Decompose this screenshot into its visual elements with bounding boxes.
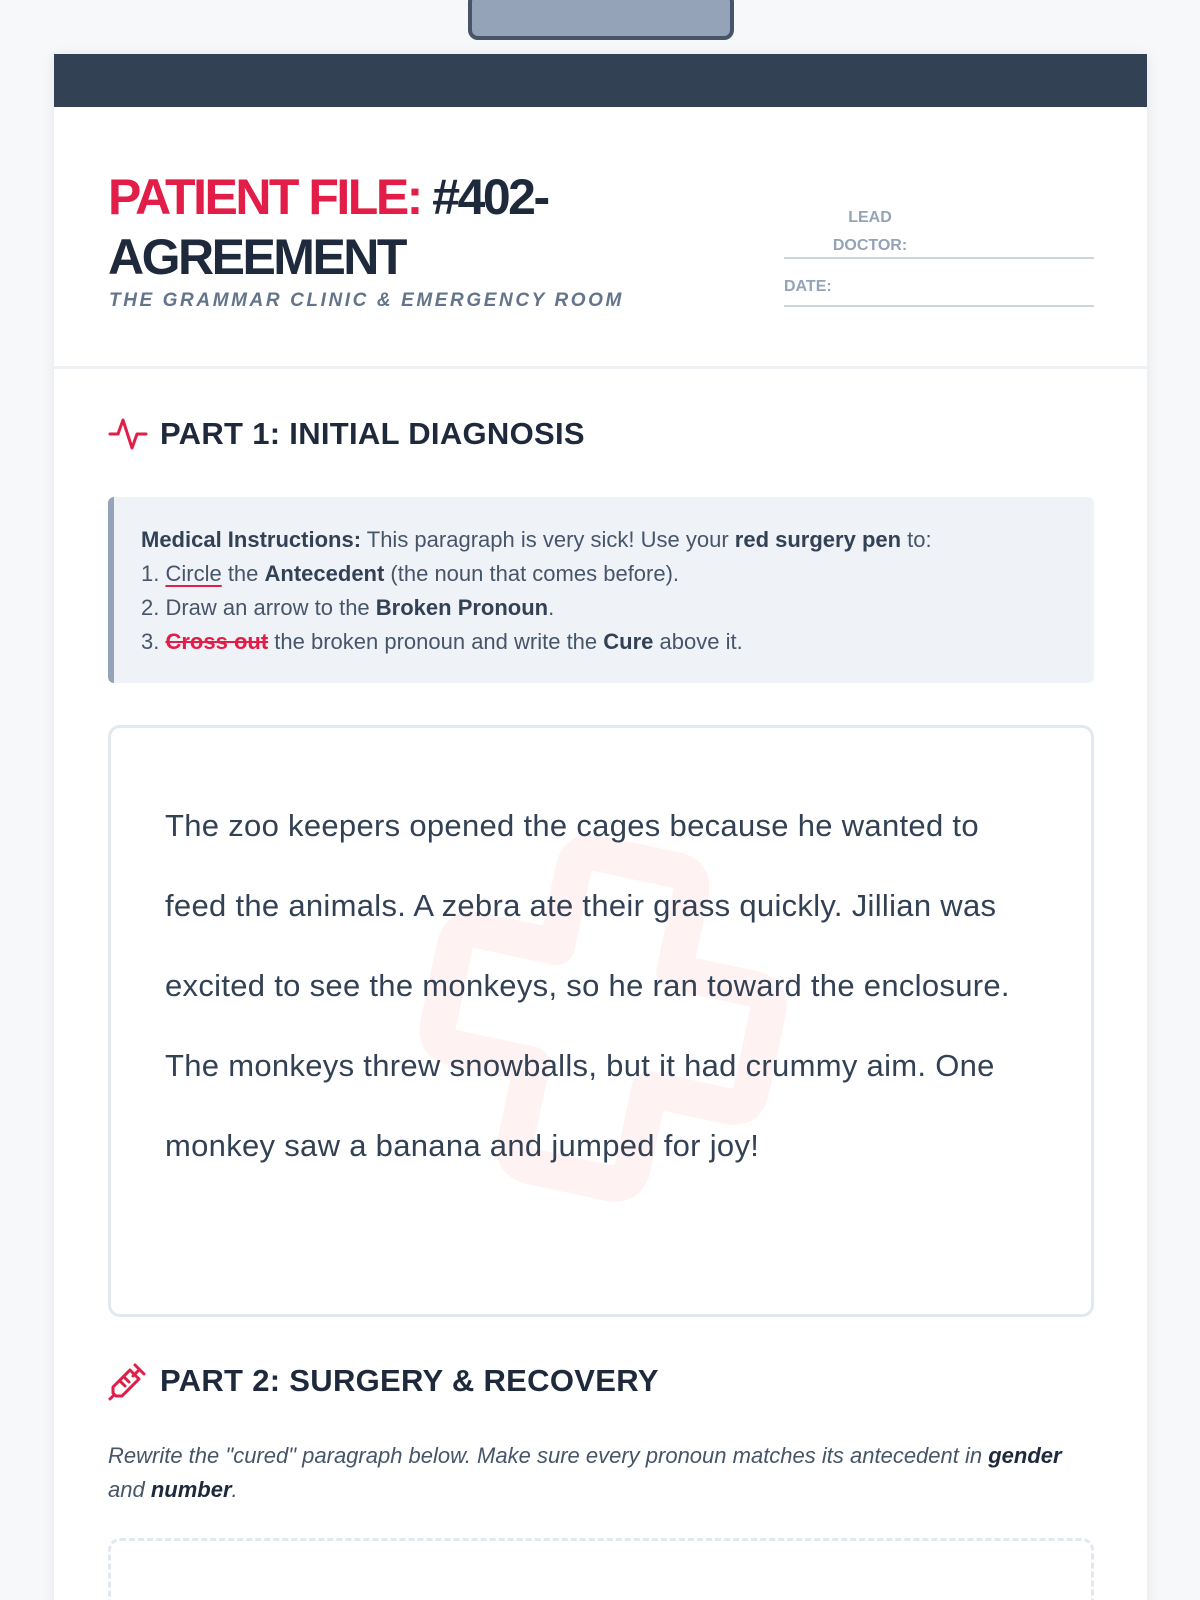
title-code: #402-AGREEMENT [108,169,548,285]
instruction-step-2 [141,591,1067,625]
page-subtitle: THE GRAMMAR CLINIC & EMERGENCY ROOM [109,290,624,311]
pen-label: red surgery pen [734,527,902,552]
instructions-lead-text: This paragraph is very sick! Use your [361,527,735,552]
note-end: . [231,1477,238,1502]
step1-antecedent: Antecedent [264,561,385,586]
instructions-lead-end: to: [901,527,932,552]
worksheet-page [54,54,1147,1600]
step2-text: 2. Draw an arrow to the [141,595,376,620]
step3-mid: the broken pronoun and write the [268,629,604,654]
part1-title: PART 1: INITIAL DIAGNOSIS [160,416,585,451]
step3-cross-out: Cross out [165,629,269,654]
heartbeat-icon [108,414,148,454]
part1-heading [108,414,585,454]
sick-paragraph-box [108,725,1094,1317]
date-field[interactable] [784,259,1094,307]
instructions-intro [141,523,1067,557]
step1-mid: the [221,561,265,586]
note-number: number [150,1477,232,1502]
rewrite-answer-box[interactable] [108,1538,1094,1600]
step1-number: 1. [141,561,166,586]
part2-title: PART 2: SURGERY & RECOVERY [160,1363,659,1398]
rewrite-instructions [108,1439,1098,1507]
page-title [108,167,668,287]
clipboard-clip [468,0,734,40]
instructions-lead: Medical Instructions: [141,527,362,552]
meta-fields [784,205,1094,307]
note-mid: and [108,1477,151,1502]
step3-number: 3. [141,629,166,654]
file-header [54,107,1147,369]
syringe-icon [108,1361,148,1401]
step3-end: above it. [653,629,743,654]
step1-end: (the noun that comes before). [384,561,680,586]
part2-heading [108,1361,659,1401]
medical-instructions [108,497,1094,683]
lead-doctor-field[interactable] [784,205,1094,259]
sick-paragraph: The zoo keepers opened the cages because he wanted to feed the animals. A zebra ate their grass quickly. Jillian was excited to see the monkeys, so he ran toward the enclosure. The monkeys threw snowballs, but it had crummy aim. One monkey saw a banana and jumped for joy! [165,808,1010,1163]
lead-doctor-label: LEAD DOCTOR: [832,209,908,254]
clipboard-bar [54,54,1147,107]
instruction-step-3 [141,625,1067,659]
note-text: Rewrite the "cured" paragraph below. Make sure every pronoun matches its antecedent in [108,1443,989,1468]
step2-broken-pronoun: Broken Pronoun [375,595,549,620]
step3-cure: Cure [603,629,654,654]
date-label: DATE: [784,278,832,295]
note-gender: gender [988,1443,1062,1468]
instruction-step-1 [141,557,1067,591]
step2-end: . [548,595,555,620]
title-prefix: PATIENT FILE: [108,169,421,225]
step1-circle-word: Circle [165,561,222,586]
